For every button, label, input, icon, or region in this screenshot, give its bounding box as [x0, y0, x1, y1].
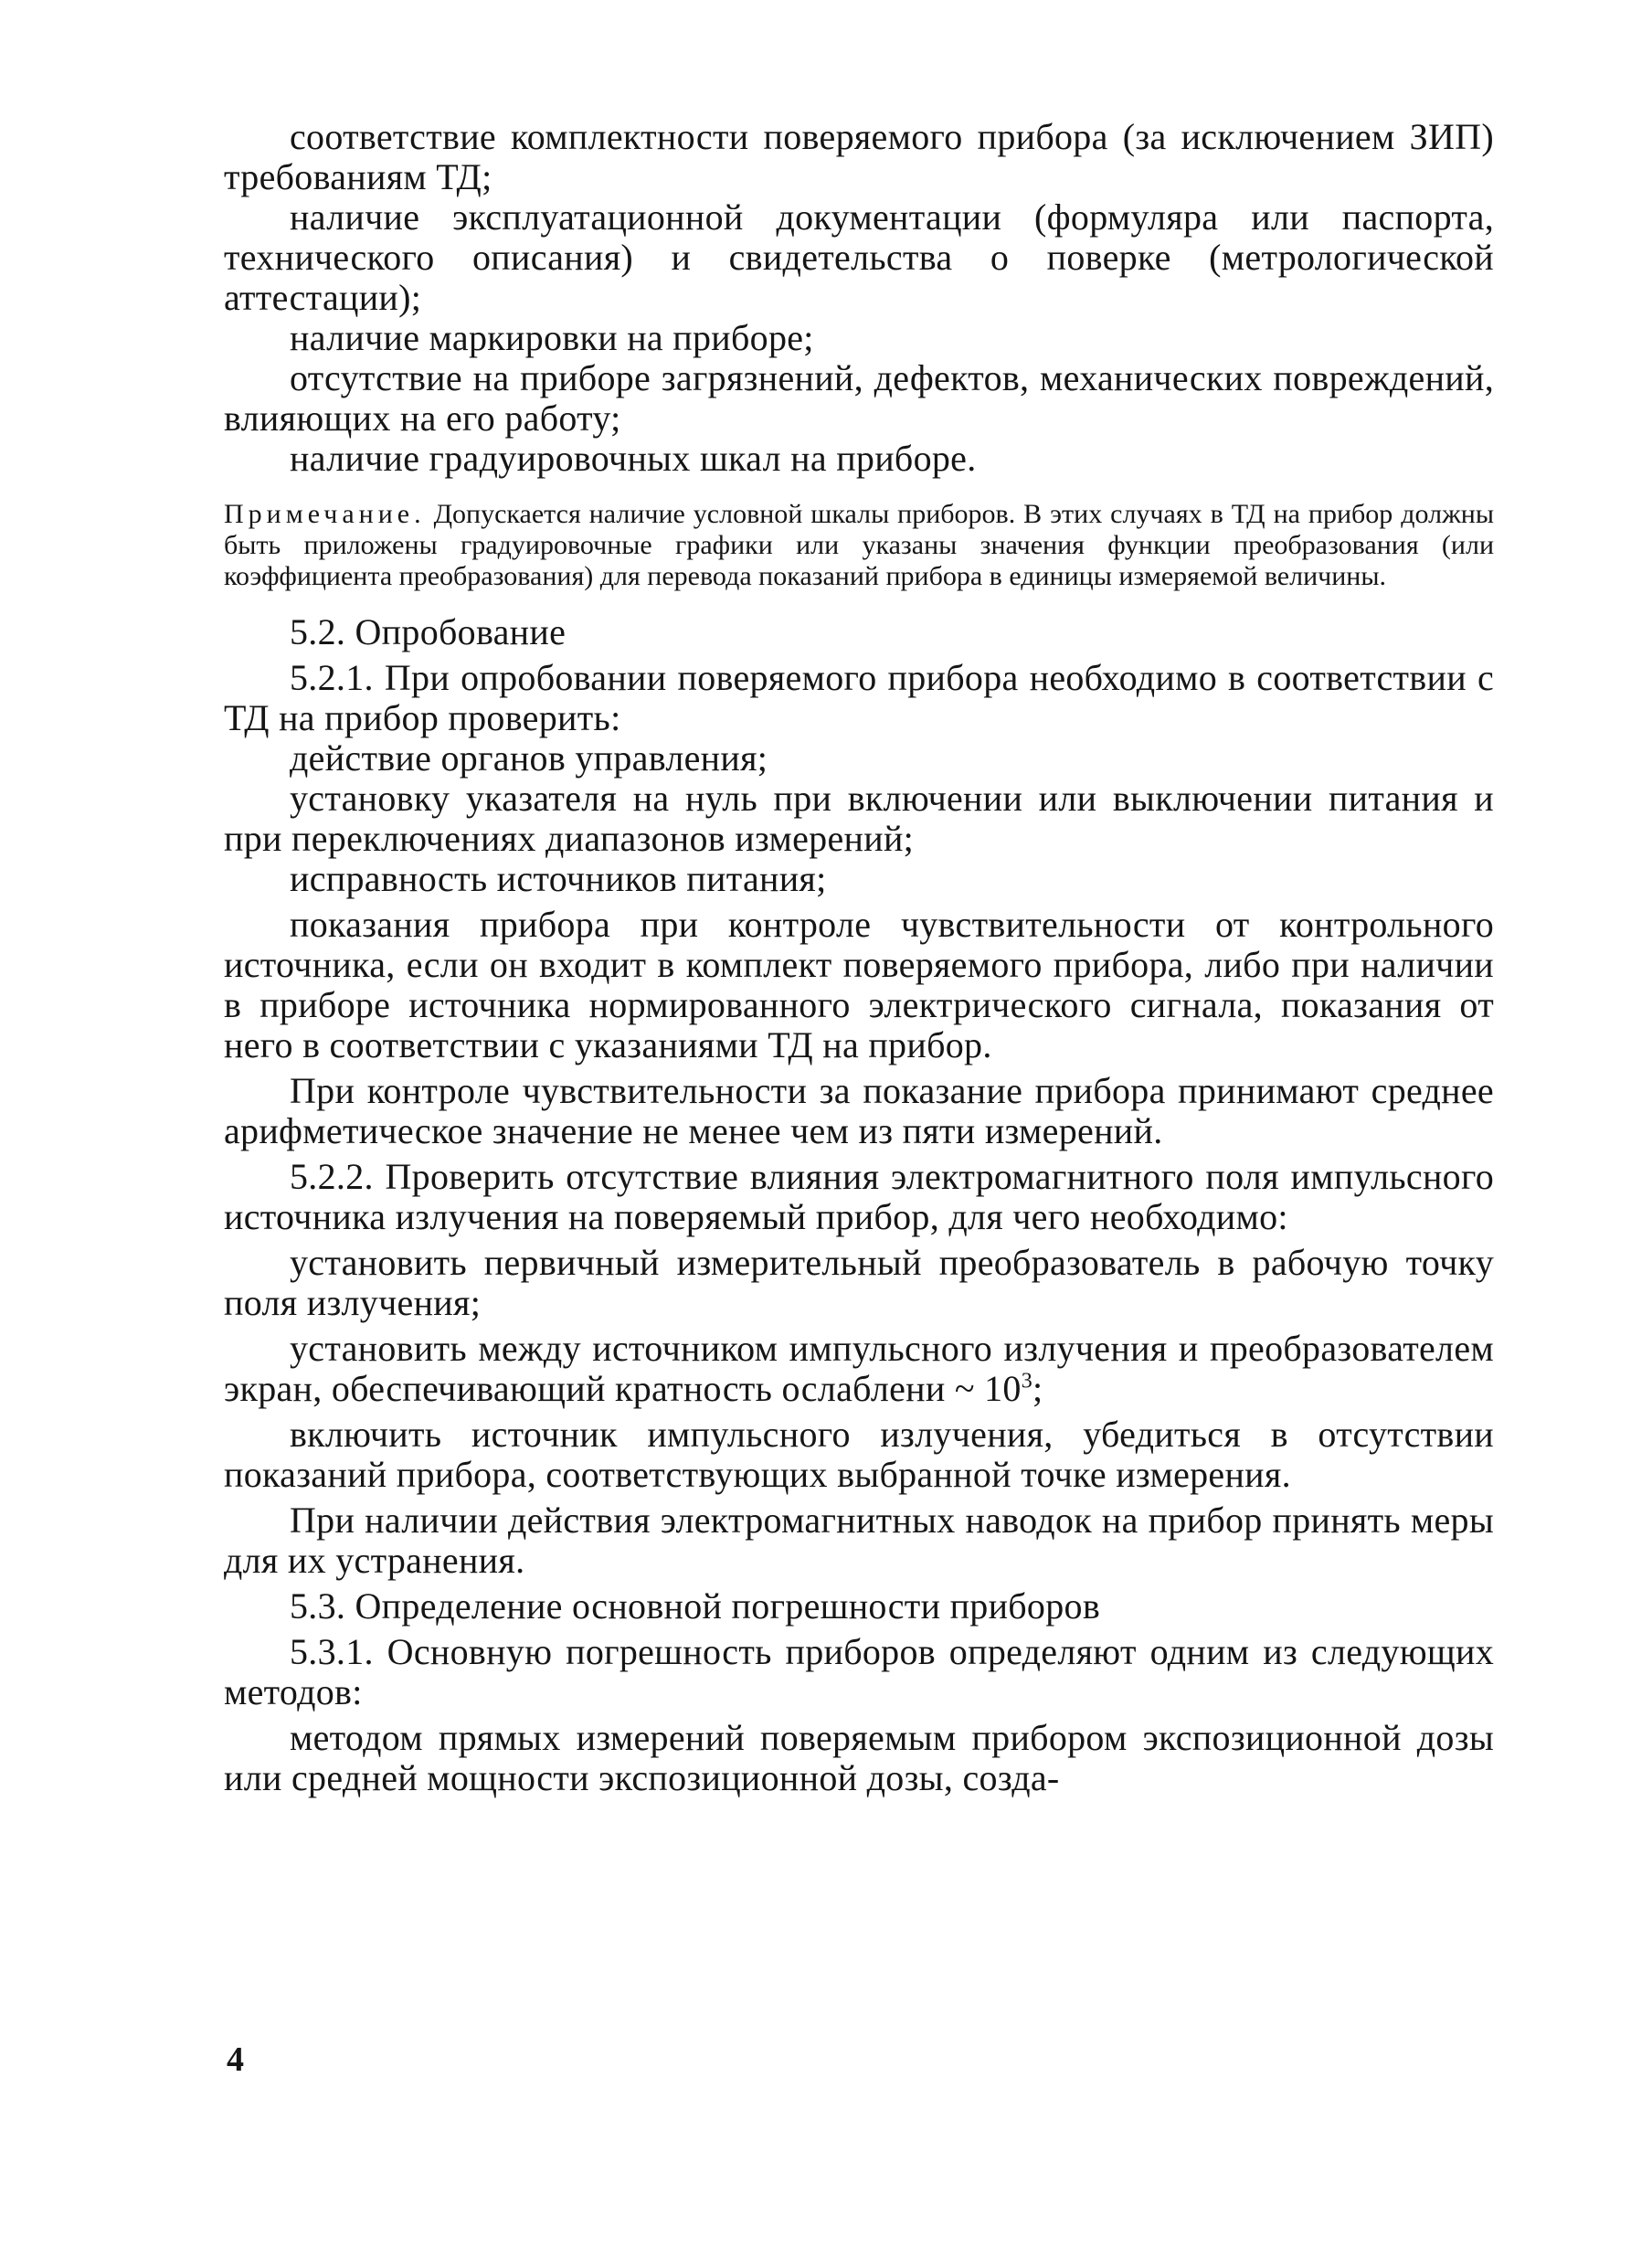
note-label: Примечание. — [224, 499, 426, 529]
paragraph-scales: наличие градуировочных шкал на приборе. — [290, 438, 977, 479]
exponent: 3 — [1021, 1369, 1032, 1394]
note-block — [224, 499, 1494, 592]
paragraph-averaging: При контроле чувствительности за показание прибора принимают среднее арифметическое значение не менее чем из пяти измерений. — [224, 1070, 1494, 1151]
section-heading-5-2: 5.2. Опробование — [290, 611, 567, 652]
paragraph-5-2-2: 5.2.2. Проверить отсутствие влияния электромагнитного поля импульсного источника излучения на поверяемый прибор, для чего необходимо: — [224, 1156, 1494, 1237]
section-heading-5-3: 5.3. Определение основной погрешности приборов — [290, 1585, 1101, 1627]
text-column — [224, 117, 1494, 1798]
screen-text: установить между источником импульсного излучения и преобразователем экран, обеспечивающий кратность ослаблени ~ 10 — [224, 1328, 1494, 1409]
note-text: Допускается наличие условной шкалы приборов. В этих случаях в ТД на прибор должны быть приложены градуировочные графики или указаны значения функции преобразования (или коэффициента преобразования) для перевода показаний прибора в единицы измеряемой величины. — [224, 499, 1495, 591]
paragraph-screen — [224, 1329, 1494, 1409]
screen-text-end: ; — [1032, 1368, 1043, 1409]
paragraph-interference: При наличии действия электромагнитных наводок на прибор принять меры для их устранения. — [224, 1500, 1494, 1581]
paragraph-sensitivity-readings: показания прибора при контроле чувствительности от контрольного источника, если он входит в комплект поверяемого прибора, либо при наличии в приборе источника нормированного электрического сигнала, показания от него в соответствии с указаниями ТД на прибор. — [224, 904, 1494, 1065]
paragraph-documentation: наличие эксплуатационной документации (формуляра или паспорта, технического описания) и свидетельства о поверке (метрологической аттестации); — [224, 196, 1494, 318]
paragraph-transducer: установить первичный измерительный преобразователь в рабочую точку поля излучения; — [224, 1242, 1494, 1323]
paragraph-damage: отсутствие на приборе загрязнений, дефектов, механических повреждений, влияющих на его работу; — [224, 357, 1494, 439]
page-number: 4 — [227, 2040, 244, 2079]
paragraph-direct-method: методом прямых измерений поверяемым прибором экспозиционной дозы или средней мощности экспозиционной дозы, созда- — [224, 1717, 1494, 1798]
paragraph-controls: действие органов управления; — [290, 737, 768, 779]
paragraph-5-2-1: 5.2.1. При опробовании поверяемого прибора необходимо в соответствии с ТД на прибор проверить: — [224, 657, 1494, 738]
paragraph-power-sources: исправность источников питания; — [290, 858, 827, 899]
paragraph-marking: наличие маркировки на приборе; — [290, 317, 814, 358]
paragraph-zero-pointer: установку указателя на нуль при включении или выключении питания и при переключениях диапазонов измерений; — [224, 778, 1494, 859]
paragraph-completeness: соответствие комплектности поверяемого прибора (за исключением ЗИП) требованиям ТД; — [224, 116, 1494, 197]
paragraph-5-3-1: 5.3.1. Основную погрешность приборов определяют одним из следующих методов: — [224, 1631, 1494, 1712]
paragraph-switch-on-source: включить источник импульсного излучения, убедиться в отсутствии показаний прибора, соответствующих выбранной точке измерения. — [224, 1414, 1494, 1495]
